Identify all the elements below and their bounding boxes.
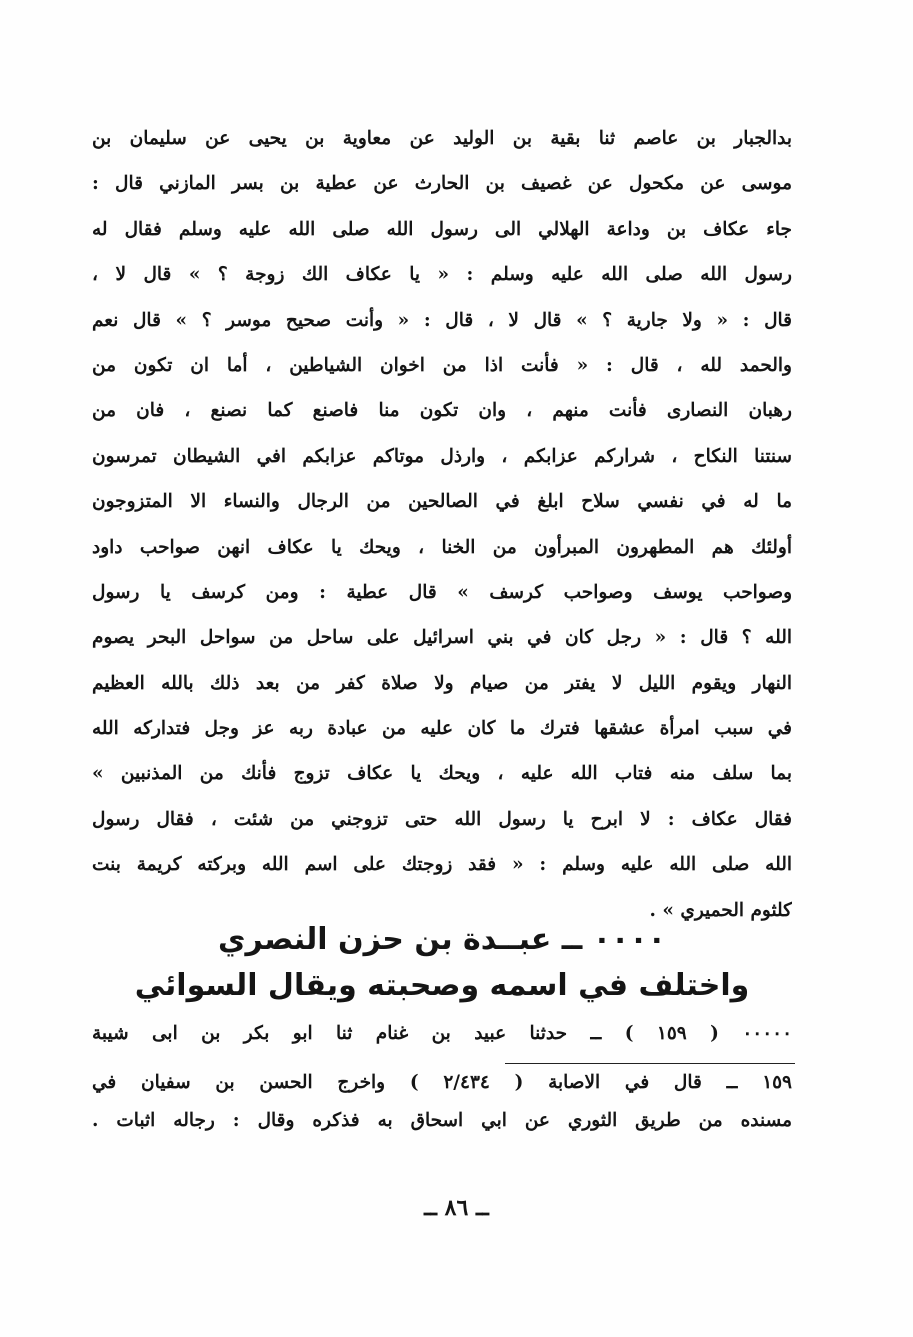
footnote-line: ١٥٩ ــ قال في الاصابة ( ٢/٤٣٤ ) واخرج الحسن بن سفيان في (92, 1072, 792, 1093)
text-line: النهار ويقوم الليل لا يفتر من صيام ولا صلاة كفر من بعد ذلك بالله العظيم (92, 672, 792, 694)
text-line: قال : « ولا جارية ؟ » قال لا ، قال : « وأنت صحيح موسر ؟ » قال نعم (92, 309, 792, 331)
text-line: رهبان النصارى فأنت منهم ، وان تكون منا فاصنع كما نصنع ، فان من (92, 400, 792, 422)
footnotes (92, 1064, 792, 1140)
text-line: وصواحب يوسف وصواحب كرسف » قال عطية : ومن كرسف يا رسول (92, 581, 792, 603)
page-number: ــ ٨٦ ــ (424, 1195, 489, 1221)
text-line: الله ؟ قال : « رجل كان في بني اسرائيل على ساحل من سواحل البحر يصوم (92, 627, 792, 649)
text-line: رسول الله صلى الله عليه وسلم : « يا عكاف الك زوجة ؟ » قال لا ، (92, 264, 792, 286)
text-line: ما له في نفسي سلاح ابلغ في الصالحين من الرجال والنساء الا المتزوجون (92, 491, 792, 513)
text-line: جاء عكاف بن وداعة الهلالي الى رسول الله صلى الله عليه وسلم فقال له (92, 218, 792, 240)
text-line: موسى عن مكحول عن غصيف بن الحارث عن عطية بن بسر المازني قال : (92, 173, 792, 195)
text-line: فقال عكاف : لا ابرح يا رسول الله حتى تزوجني من شئت ، فقال رسول (92, 808, 792, 830)
footnote-line: مسنده من طريق الثوري عن ابي اسحاق به فذكره وقال : رجاله اثبات . (92, 1110, 792, 1131)
text-line: بدالجبار بن عاصم ثنا بقية بن الوليد عن معاوية بن يحيى عن سليمان بن (92, 128, 792, 149)
section-subheading: واختلف في اسمه وصحبته ويقال السوائي (134, 968, 750, 1003)
hadith-body-text (92, 116, 792, 933)
section-heading: ٠٠٠٠ ــ عبــدة بن حزن النصري (218, 922, 666, 957)
text-line: كلثوم الحميري » . (649, 899, 792, 921)
text-line: بما سلف منه فتاب الله عليه ، ويحك يا عكاف تزوج فأنك من المذنبين » (92, 763, 792, 785)
isnad-chain-line: ٠٠٠٠٠ ( ١٥٩ ) ــ حدثنا عبيد بن غنام ثنا ابو بكر بن ابى شيبة (92, 1023, 792, 1044)
text-line: في سبب امرأة عشقها فترك ما كان عليه من عبادة ربه عز وجل فتداركه الله (92, 718, 792, 740)
text-line: سنتنا النكاح ، شراركم عزابكم ، وارذل موتاكم عزابكم افي الشيطان تمرسون (92, 445, 792, 467)
text-line: الله صلى الله عليه وسلم : « فقد زوجتك على اسم الله وبركته كريمة بنت (92, 854, 792, 876)
text-line: أولئك هم المطهرون المبرأون من الخنا ، ويحك يا عكاف انهن صواحب داود (92, 536, 792, 558)
text-line: والحمد لله ، قال : « فأنت اذا من اخوان الشياطين ، أما ان تكون من (92, 354, 792, 376)
